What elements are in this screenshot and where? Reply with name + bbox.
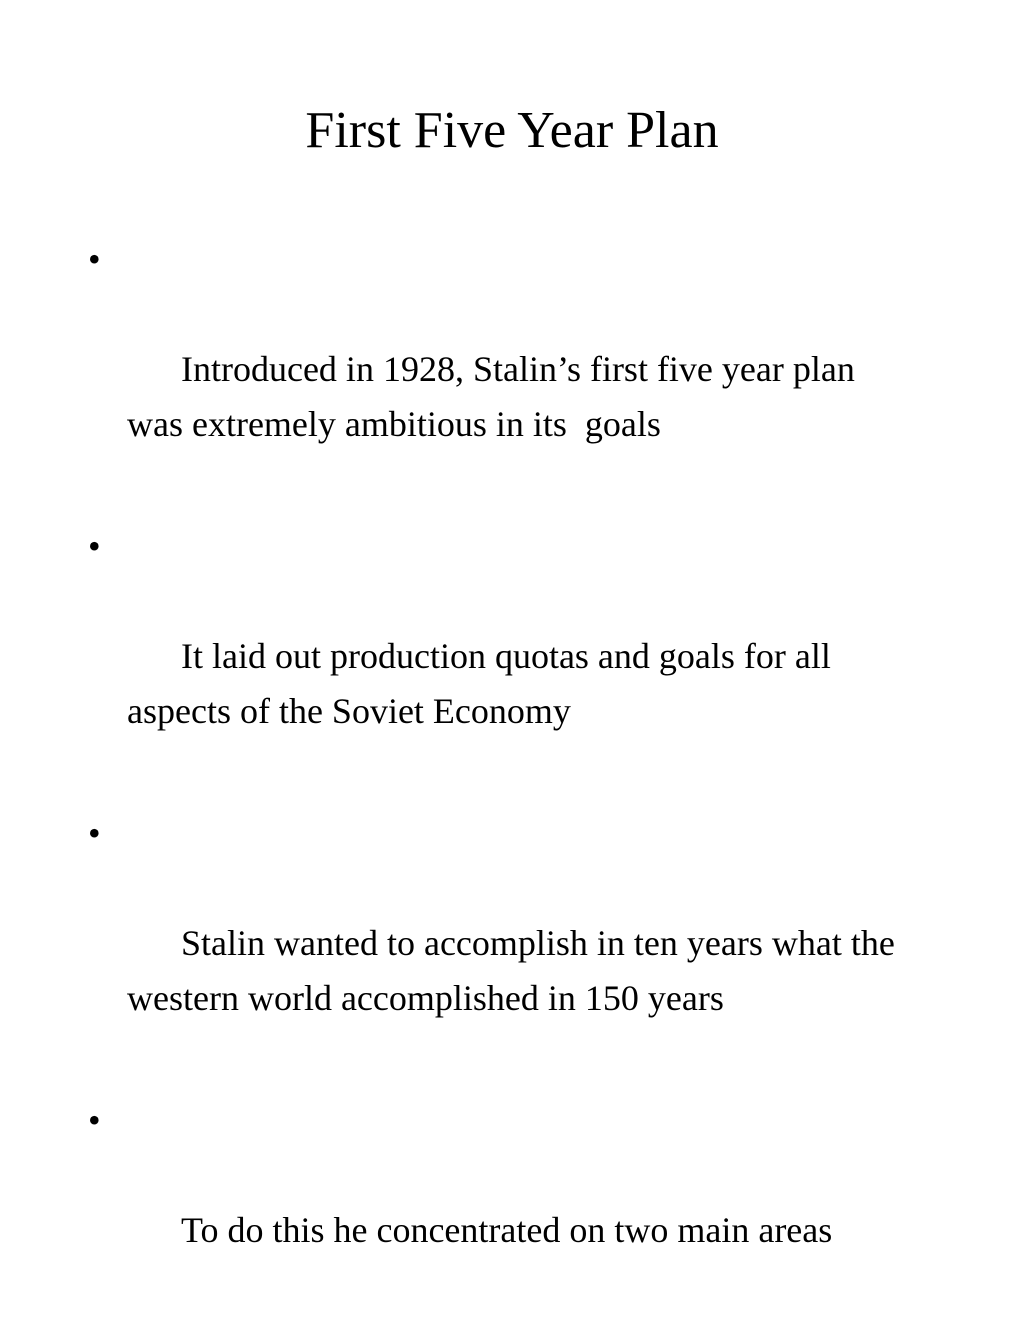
bullet-item (88, 519, 918, 794)
bullet-item (88, 232, 918, 507)
bullet-text: Introduced in 1928, Stalin’s first five year plan was extremely ambitious in its goals (127, 349, 864, 444)
bullet-text: To do this he concentrated on two main areas (181, 1210, 833, 1250)
bullet-icon: • (88, 526, 101, 566)
bullet-text: Stalin wanted to accomplish in ten years what the western world accomplished in 150 years (127, 923, 904, 1018)
bullet-text: It laid out production quotas and goals for all aspects of the Soviet Economy (127, 636, 840, 731)
bullet-icon: • (88, 239, 101, 279)
bullet-item (88, 1093, 918, 1313)
bullet-list (88, 232, 918, 1325)
bullet-item (88, 806, 918, 1081)
bullet-icon: • (88, 1100, 101, 1140)
slide-title: First Five Year Plan (305, 102, 719, 159)
bullet-icon: • (88, 813, 101, 853)
